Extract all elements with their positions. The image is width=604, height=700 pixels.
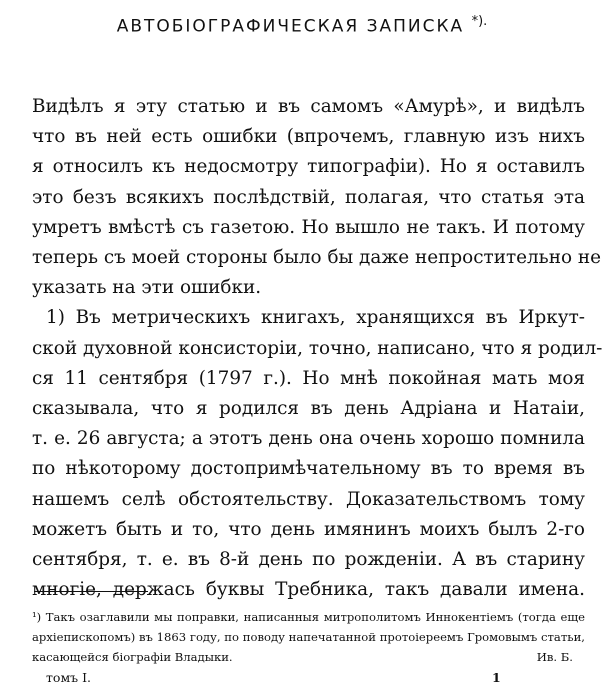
body-line: умретъ вмѣстѣ съ газетою. Но вышло не такъ. И потому [32, 216, 585, 238]
title-text: АВТОБІОГРАФИЧЕСКАЯ ЗАПИСКА [116, 16, 465, 37]
body-line: я относилъ къ недосмотру типографіи). Но я оставилъ [32, 156, 585, 178]
body-line: ской духовной консисторіи, точно, написано, что я родил- [32, 337, 603, 359]
footnote-line: архіепископомъ) въ 1863 году, по поводу напечатанной протоіереемъ Громовымъ статьи, [32, 630, 585, 644]
body-line: ся 11 сентября (1797 г.). Но мнѣ покойная мать моя [32, 367, 585, 389]
volume-label: томъ I. [46, 670, 92, 685]
body-line: сказывала, что я родился въ день Адріана и Натаіи, [32, 398, 585, 420]
body-line: это безъ всякихъ послѣдствій, полагая, что статья эта [32, 186, 585, 208]
footnote-rule [34, 591, 148, 592]
body-line: т. е. 26 августа; а этотъ день она очень хорошо помнила [32, 428, 585, 450]
footnote-line: касающейся біографіи Владыки. [32, 650, 233, 664]
footnote-line: ¹) Такъ озаглавили мы поправки, написанныя митрополитомъ Иннокентіемъ (тогда еще [32, 610, 585, 624]
page-title [0, 14, 604, 37]
body-line: Видѣлъ я эту статью и въ самомъ «Амурѣ», и видѣлъ [32, 96, 585, 117]
body-text [32, 92, 603, 605]
body-line: можетъ быть и то, что день имянинъ моихъ былъ 2-го [32, 518, 585, 540]
body-line: теперь съ моей стороны было бы даже непростительно не [32, 247, 602, 269]
body-line: многіе, держась буквы Требника, такъ давали имена. [32, 579, 585, 601]
body-line: 1) Въ метрическихъ книгахъ, хранящихся въ Иркут- [46, 307, 585, 329]
body-line: по нѣкоторому достопримѣчательному въ то время въ [32, 458, 585, 480]
footnote-line-last [32, 647, 585, 667]
body-line: нашемъ селѣ обстоятельству. Доказательствомъ тому [32, 488, 585, 510]
footnote [32, 607, 585, 667]
body-line: сентября, т. е. въ 8-й день по рожденіи. А въ старину [32, 549, 585, 571]
body-line: указать на эти ошибки. [32, 277, 262, 299]
body-line: что въ ней есть ошибки (впрочемъ, главную изъ нихъ [32, 126, 585, 148]
footnote-signature: Ив. Б. [536, 650, 573, 664]
page-number: 1 [492, 670, 501, 685]
footnote-mark: *). [471, 14, 488, 29]
